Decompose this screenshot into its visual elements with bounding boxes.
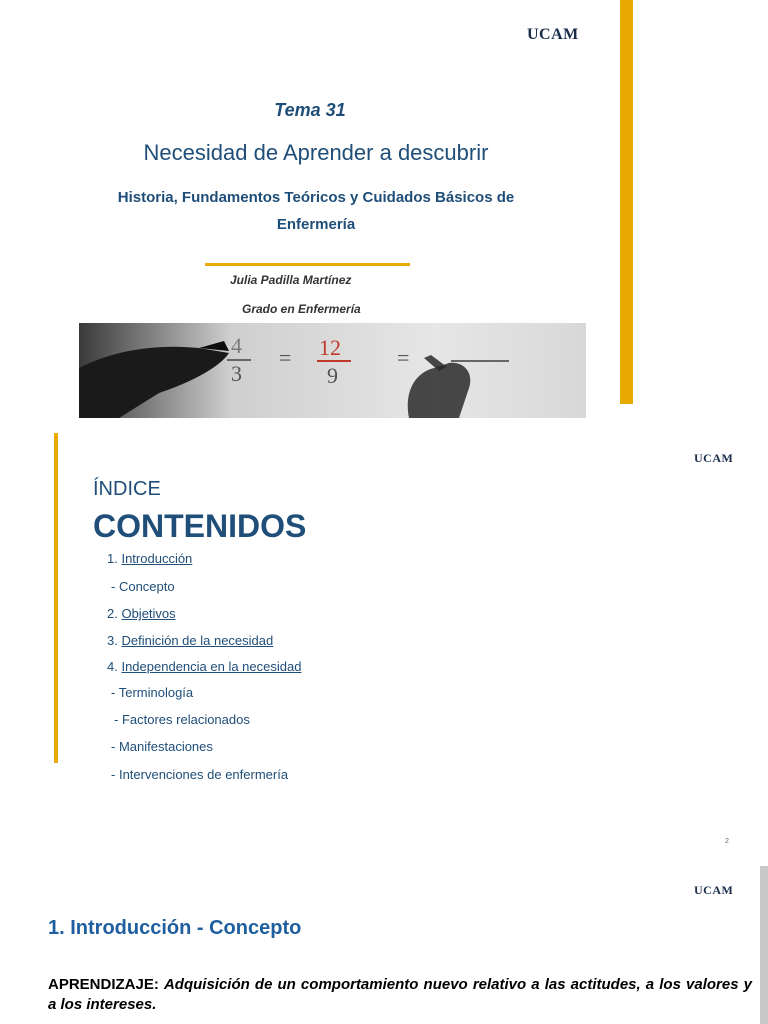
eq-mid-numerator: 12: [319, 335, 341, 360]
photo-illustration: [79, 323, 586, 418]
toc-item-objetivos[interactable]: [107, 606, 176, 621]
toc-item-introduccion[interactable]: [107, 551, 192, 566]
eq-mid-denominator: 9: [327, 363, 338, 388]
toc-item-text: Intervenciones de enfermería: [118, 767, 289, 782]
toc-item-link[interactable]: Independencia en la necesidad: [121, 659, 302, 674]
toc-item-factores: [114, 712, 250, 727]
toc-item-definicion[interactable]: [107, 633, 273, 648]
toc-item-text: Manifestaciones: [118, 739, 213, 754]
slide1-tema-label: Tema 31: [274, 100, 346, 120]
toc-item-dash: -: [111, 767, 119, 782]
eq-left-denominator: 3: [231, 361, 242, 386]
toc-item-terminologia: [111, 685, 193, 700]
toc-item-manifestaciones: [111, 739, 213, 754]
toc-item-number: 3.: [107, 633, 122, 648]
toc-item-dash: -: [111, 579, 119, 594]
slide1-title: Necesidad de Aprender a descubrir: [143, 140, 489, 165]
slide1-author: Julia Padilla Martínez: [230, 273, 352, 287]
toc-item-link[interactable]: Definición de la necesidad: [121, 633, 274, 648]
eq-left-numerator: 4: [231, 333, 242, 358]
slide3-definition-paragraph: [48, 975, 752, 1015]
toc-item-number: 4.: [107, 659, 122, 674]
toc-item-link[interactable]: Introducción: [121, 551, 193, 566]
toc-item-dash: -: [111, 739, 119, 754]
eq-equals-1: =: [279, 345, 292, 370]
slide1-ucam-logo: UCAM: [527, 26, 579, 43]
toc-item-dash: -: [114, 712, 122, 727]
slide3-side-bar: [760, 866, 768, 1024]
slide1-header-photo: [79, 323, 586, 418]
slide2-page-number: 2: [725, 838, 729, 845]
toc-item-number: 2.: [107, 606, 122, 621]
slide1-subtitle-line2: Enfermería: [276, 216, 356, 233]
slide2-ucam-logo: UCAM: [694, 451, 734, 465]
toc-item-intervenciones: [111, 767, 288, 782]
slide1-degree: Grado en Enfermería: [242, 302, 361, 316]
toc-item-concepto: [111, 579, 175, 594]
toc-item-dash: -: [111, 685, 119, 700]
slide3-heading: 1. Introducción - Concepto: [48, 917, 302, 939]
toc-item-text: Terminología: [118, 685, 194, 700]
slide3-ucam-logo: UCAM: [694, 883, 734, 897]
slide1-subtitle-line1: Historia, Fundamentos Teóricos y Cuidados Básicos de: [117, 189, 515, 206]
slide2-accent-bar: [54, 433, 58, 763]
toc-item-link[interactable]: Objetivos: [121, 606, 176, 621]
slide2-indice-label: ÍNDICE: [93, 478, 161, 500]
slide1-gold-divider: [205, 263, 410, 266]
slide3-term: APRENDIZAJE:: [48, 976, 159, 993]
toc-item-text: Factores relacionados: [121, 712, 250, 727]
toc-item-text: Concepto: [118, 579, 175, 594]
toc-item-independencia[interactable]: [107, 659, 301, 674]
slide2-contenidos-heading: CONTENIDOS: [93, 508, 307, 544]
toc-item-number: 1.: [107, 551, 122, 566]
eq-equals-2: =: [397, 345, 410, 370]
slide3-definition: Adquisición de un comportamiento nuevo relativo a las actitudes, a los valores y a los intereses.: [48, 976, 752, 1013]
